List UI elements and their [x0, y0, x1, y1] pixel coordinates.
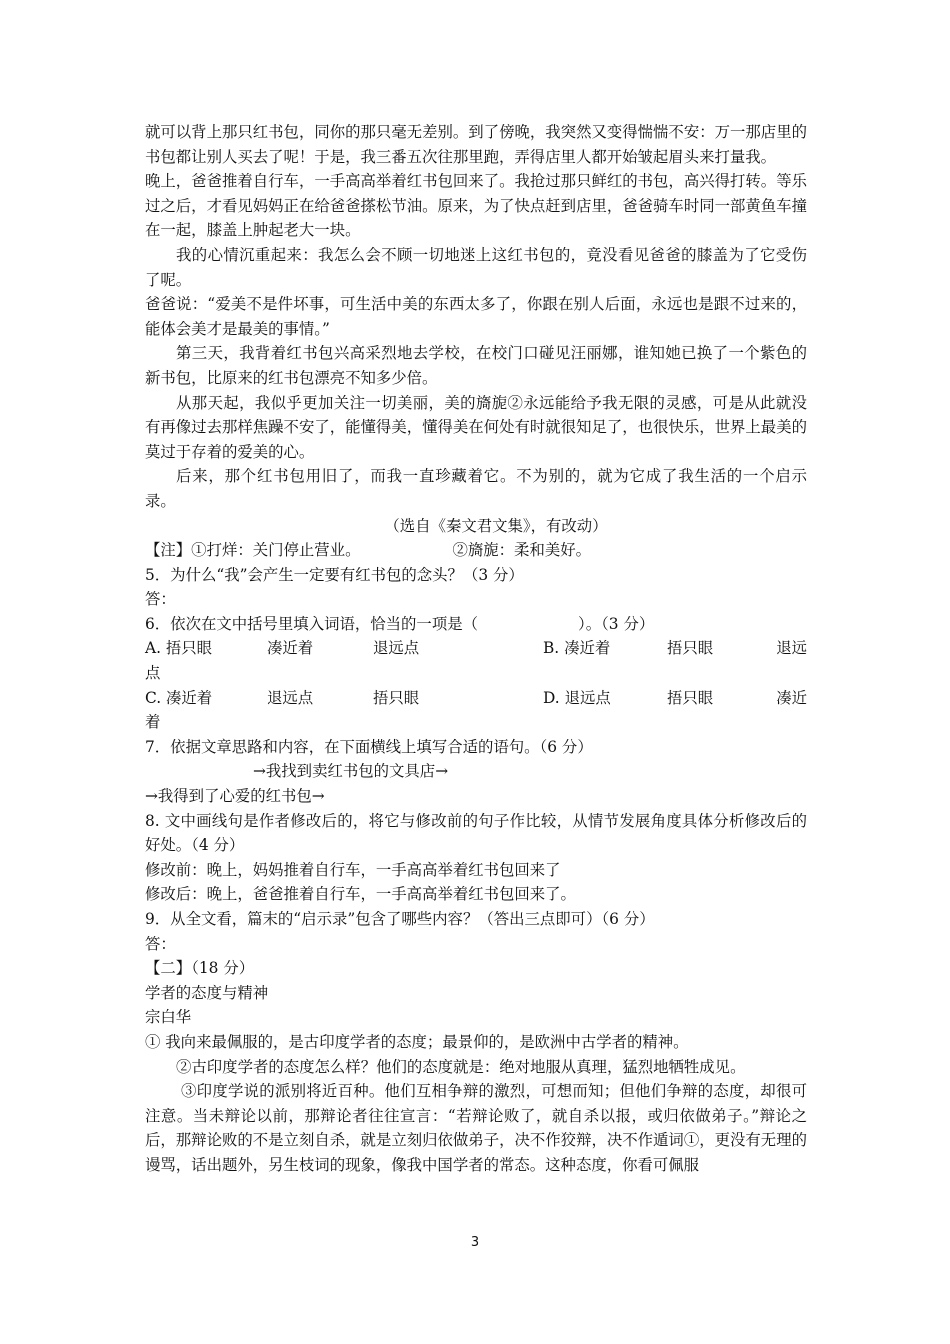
options-row-ab: [145, 636, 807, 661]
option-d-1: D. 退远点: [543, 688, 611, 707]
story-paragraph-7: 后来，那个红书包用旧了，而我一直珍藏着它。不为别的，就为它成了我生活的一个启示录。: [145, 467, 807, 510]
article-title: 学者的态度与精神: [145, 983, 269, 1002]
option-b-1: B. 凑近着: [543, 639, 611, 658]
question-9: 9．从全文看，篇末的“启示录”包含了哪些内容？（答出三点即可）（6 分）: [145, 910, 655, 928]
story-paragraph-5: 第三天，我背着红书包兴高采烈地去学校，在校门口碰见汪丽娜，谁知她已换了一个紫色的新书包，比原来的红书包漂亮不知多少倍。: [145, 344, 807, 387]
option-a-2: 凑近着: [267, 639, 314, 658]
option-a-1: A. 捂只眼: [145, 639, 213, 658]
page-number: 3: [470, 1235, 480, 1250]
option-c-1: C. 凑近着: [145, 688, 213, 707]
sentence-before: 修改前：晚上，妈妈推着自行车，一手高高举着红书包回来了: [145, 860, 561, 879]
article-paragraph-2: ②古印度学者的态度怎么样？他们的态度就是：绝对地服从真理，猛烈地牺牲成见。: [176, 1057, 746, 1076]
question-6: 6．依次在文中括号里填入词语，恰当的一项是（ ）。（3 分）: [145, 614, 655, 633]
sequence-line-2: →我得到了心爱的红书包→: [145, 787, 325, 806]
story-paragraph-3: 我的心情沉重起来：我怎么会不顾一切地迷上这红书包的，竟没看见爸爸的膝盖为了它受伤了呢。: [145, 245, 807, 289]
option-b-wrap: 点: [145, 664, 161, 683]
answer-label-5: 答：: [145, 590, 176, 609]
question-7: 7．依据文章思路和内容，在下面横线上填写合适的语句。（6 分）: [145, 737, 593, 756]
option-d-3: 凑近: [776, 688, 807, 707]
option-a-3: 退远点: [373, 639, 420, 658]
footnote: [145, 538, 807, 563]
answer-label-9: 答：: [145, 934, 176, 953]
footnote-2: ②旖旎：柔和美好。: [452, 541, 592, 560]
story-paragraph-4: 爸爸说：“爱美不是件坏事，可生活中美的东西太多了，你跟在别人后面，永远也是跟不过来的，能体会美才是最美的事情。”: [145, 295, 807, 338]
option-d-2: 捂只眼: [667, 688, 714, 707]
sequence-line-1: →我找到卖红书包的文具店→: [253, 762, 449, 781]
option-c-2: 退远点: [267, 688, 314, 707]
question-8: 8. 文中画线句是作者修改后的，将它与修改前的句子作比较，从情节发展角度具体分析修改后的好处。（4 分）: [145, 811, 807, 855]
footnote-1: 【注】①打烊：关门停止营业。: [145, 541, 361, 560]
option-b-2: 捂只眼: [667, 639, 714, 658]
article-paragraph-1: ① 我向来最佩服的，是古印度学者的态度；最景仰的，是欧洲中古学者的精神。: [145, 1032, 689, 1051]
article-author: 宗白华: [145, 1008, 192, 1027]
story-paragraph-1: 就可以背上那只红书包，同你的那只毫无差别。到了傍晚，我突然又变得惴惴不安：万一那店里的书包都让别人买去了呢！于是，我三番五次往那里跑，弄得店里人都开始皱起眉头来打量我。: [145, 123, 807, 166]
article-paragraph-3: ③印度学说的派别将近百种。他们互相争辩的激烈，可想而知；但他们争辩的态度，却很可注意。当未辩论以前，那辩论者往往宣言：“若辩论败了，就自杀以报，或归依做弟子。”辩论之后，那辩论败的不是立刻自杀，就是立刻归依做弟子，决不作狡辩，决不作遁词①，更没有无理的谩骂，话出题外，另生枝词的现象，像我中国学者的常态。这种态度，你看可佩服: [145, 1082, 807, 1174]
option-b-3: 退远: [776, 639, 807, 658]
story-paragraph-6: 从那天起，我似乎更加关注一切美丽，美的旖旎②永远能给予我无限的灵感，可是从此就没有再像过去那样焦躁不安了，能懂得美，懂得美在何处有时就很知足了，也很快乐，世界上最美的莫过于存着的爱美的心。: [145, 393, 807, 461]
document-body: [145, 120, 807, 1178]
story-paragraph-2: 晚上，爸爸推着自行车，一手高高举着红书包回来了。我抢过那只鲜红的书包，高兴得打转。等乐过之后，才看见妈妈正在给爸爸搽松节油。原来，为了快点赶到店里，爸爸骑车时同一部黄鱼车撞在一起，膝盖上肿起老大一块。: [145, 172, 807, 240]
section-heading: 【二】（18 分）: [145, 959, 255, 978]
sentence-after: 修改后：晚上，爸爸推着自行车，一手高高举着红书包回来了。: [145, 885, 576, 904]
option-c-3: 捂只眼: [373, 688, 420, 707]
option-d-wrap: 着: [145, 713, 161, 732]
question-5: 5．为什么“我”会产生一定要有红书包的念头？（3 分）: [145, 565, 524, 584]
source-citation: （选自《秦文君文集》，有改动）: [384, 516, 608, 535]
options-row-cd: [145, 686, 807, 711]
